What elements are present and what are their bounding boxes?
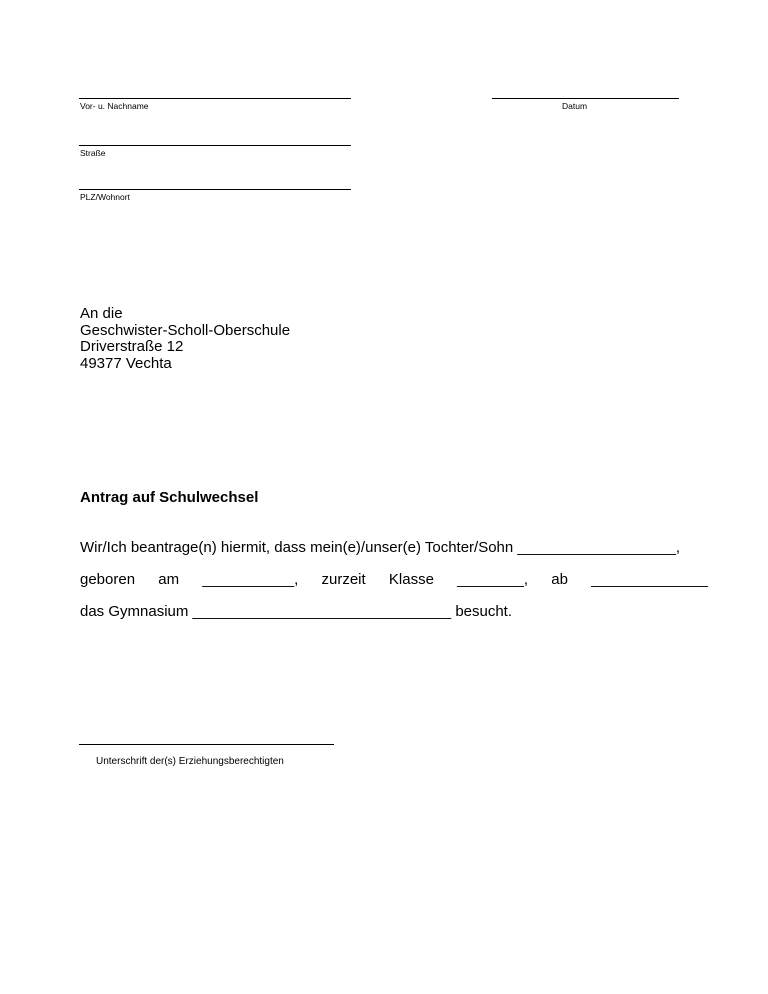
body-word: ab [551,571,568,588]
city-line [79,189,351,190]
body-word: am [158,571,180,588]
recipient-line-3: Driverstraße 12 [80,338,184,355]
name-line [79,98,351,99]
start-date-blank: ______________ [591,571,708,588]
recipient-address [80,306,290,372]
class-blank: ________, [457,571,529,588]
recipient-line-4: 49377 Vechta [80,354,172,372]
body-line-1: Wir/Ich beantrage(n) hiermit, dass mein(e)/unser(e) Tochter/Sohn ___________________, [80,539,681,556]
subject-heading: Antrag auf Schulwechsel [80,489,259,506]
signature-label: Unterschrift der(s) Erziehungsberechtigten [96,756,284,767]
city-label: PLZ/Wohnort [80,192,130,202]
date-line [492,98,679,99]
street-line [79,145,351,146]
name-label: Vor- u. Nachname [80,101,149,111]
body-word: Klasse [388,571,434,588]
body-line-2 [80,571,708,589]
street-label: Straße [80,148,106,158]
body-line-3: das Gymnasium _______________________________ besucht. [80,603,513,620]
signature-line [79,744,334,745]
birthdate-blank: ___________, [202,571,299,588]
date-label: Datum [562,101,588,111]
body-word: zurzeit [321,571,366,588]
body-word: geboren [80,571,136,588]
recipient-line-1: An die [80,305,123,322]
recipient-line-2: Geschwister-Scholl-Oberschule [80,321,291,339]
